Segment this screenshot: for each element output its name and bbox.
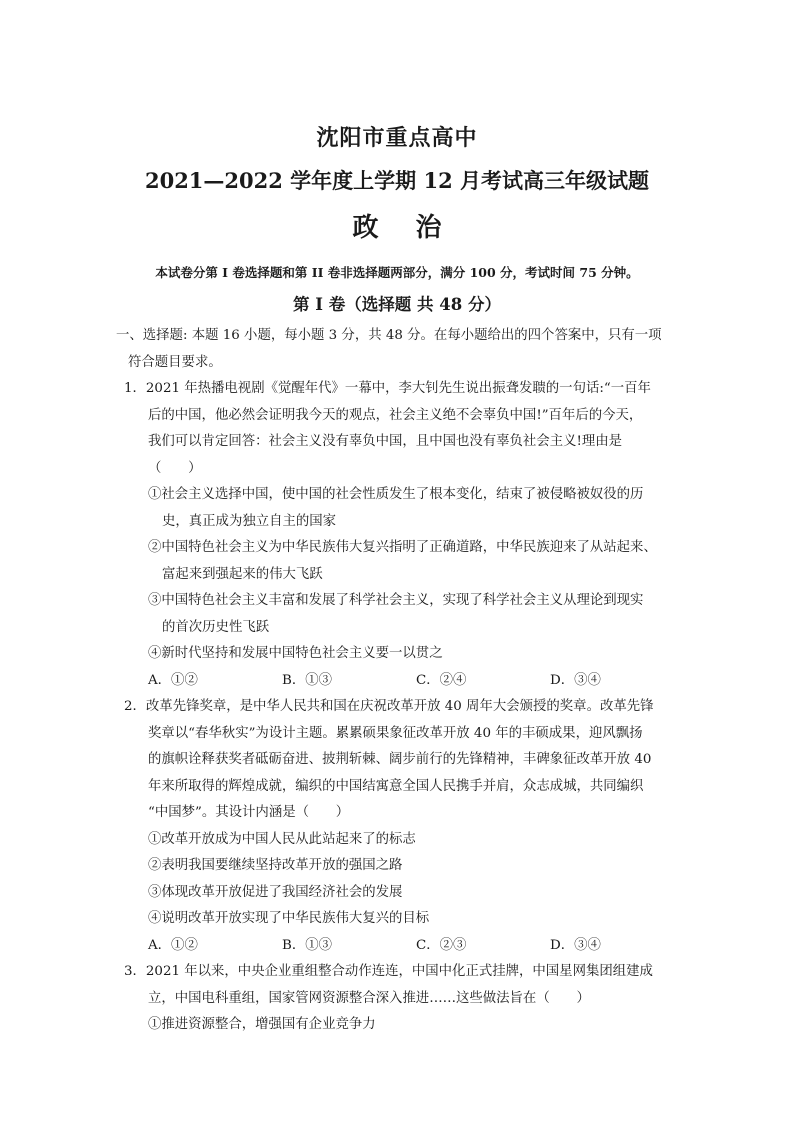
question-1	[124, 376, 684, 694]
subject-title: 政 治	[352, 213, 456, 243]
question-3	[124, 959, 684, 1039]
option-line: 的首次历史性飞跃	[162, 619, 270, 635]
answer-choice: D．③④	[550, 937, 601, 953]
school-title: 沈阳市重点高中	[316, 125, 478, 151]
answer-row	[148, 933, 684, 960]
question-stem-line: 2．改革先锋奖章，是中华人民共和国在庆祝改革开放 40 周年大会颁授的奖章。改革先锋	[124, 699, 654, 714]
option-line: ①社会主义选择中国，使中国的社会性质发生了根本变化，结束了被侵略被奴役的历	[148, 487, 644, 502]
question-stem-line: 我们可以肯定回答：社会主义没有辜负中国，且中国也没有辜负社会主义!理由是	[148, 434, 623, 449]
option-line: ①推进资源整合，增强国有企业竞争力	[148, 1017, 376, 1032]
answer-choice: A．①②	[148, 937, 198, 953]
answer-choice: C．②④	[416, 672, 467, 688]
option-line: ②中国特色社会主义为中华民族伟大复兴指明了正确道路，中华民族迎来了从站起来、	[148, 540, 657, 555]
option-line: ①改革开放成为中国人民从此站起来了的标志	[148, 831, 416, 847]
option-line: ③中国特色社会主义丰富和发展了科学社会主义，实现了科学社会主义从理论到现实	[148, 593, 644, 608]
question-stem-line: 的旗帜诠释获奖者砥砺奋进、披荆斩棘、阔步前行的先锋精神，丰碑象征改革开放 40	[148, 752, 652, 767]
question-stem-line: 年来所取得的辉煌成就，编织的中国结寓意全国人民携手并肩，众志成城，共同编织	[148, 778, 644, 794]
question-stem-line: 3．2021 年以来，中央企业重组整合动作连连，中国中化正式挂牌，中国星网集团组建成	[124, 964, 653, 979]
exam-title: 2021—2022 学年度上学期 12 月考试高三年级试题	[144, 168, 650, 193]
question-stem-line: “中国梦”。其设计内涵是（ ）	[148, 805, 350, 820]
question-stem-line: （ ）	[148, 460, 202, 476]
question-stem-line: 后的中国，他必然会证明我今天的观点，社会主义绝不会辜负中国!”百年后的今天，	[148, 407, 643, 423]
question-stem-line: 1．2021 年热播电视剧《觉醒年代》一幕中，李大钊先生说出振聋发聩的一句话:“一百年	[124, 381, 651, 396]
section-title: 第 I 卷（选择题 共 48 分）	[293, 295, 501, 314]
question-stem-line: 立，中国电科重组，国家管网资源整合深入推进……这些做法旨在（ ）	[148, 990, 590, 1006]
question-2	[124, 694, 684, 959]
question-stem-line: 奖章以“春华秋实”为设计主题。累累硕果象征改革开放 40 年的丰硕成果，迎风飘扬	[148, 725, 643, 741]
instructions-line: 符合题目要求。	[128, 354, 222, 370]
option-line: 富起来到强起来的伟大飞跃	[162, 566, 323, 582]
option-line: ④说明改革开放实现了中华民族伟大复兴的目标	[148, 911, 430, 926]
option-line: ②表明我国要继续坚持改革开放的强国之路	[148, 858, 403, 873]
option-line: 史，真正成为独立自主的国家	[162, 513, 337, 529]
answer-choice: D．③④	[550, 672, 601, 688]
option-line: ③体现改革开放促进了我国经济社会的发展	[148, 884, 403, 900]
answer-choice: A．①②	[148, 672, 198, 688]
answer-choice: B．①③	[282, 672, 333, 688]
answer-choice: B．①③	[282, 937, 333, 953]
exam-note: 本试卷分第 I 卷选择题和第 II 卷非选择题两部分，满分 100 分，考试时间 75 分钟。	[155, 265, 639, 280]
exam-content	[116, 323, 684, 1039]
answer-row	[148, 668, 684, 695]
answer-choice: C．②③	[416, 937, 467, 953]
instructions-line: 一、选择题: 本题 16 小题，每小题 3 分，共 48 分。在每小题给出的四个答案中，只有一项	[116, 328, 662, 343]
option-line: ④新时代坚持和发展中国特色社会主义要一以贯之	[148, 646, 443, 661]
